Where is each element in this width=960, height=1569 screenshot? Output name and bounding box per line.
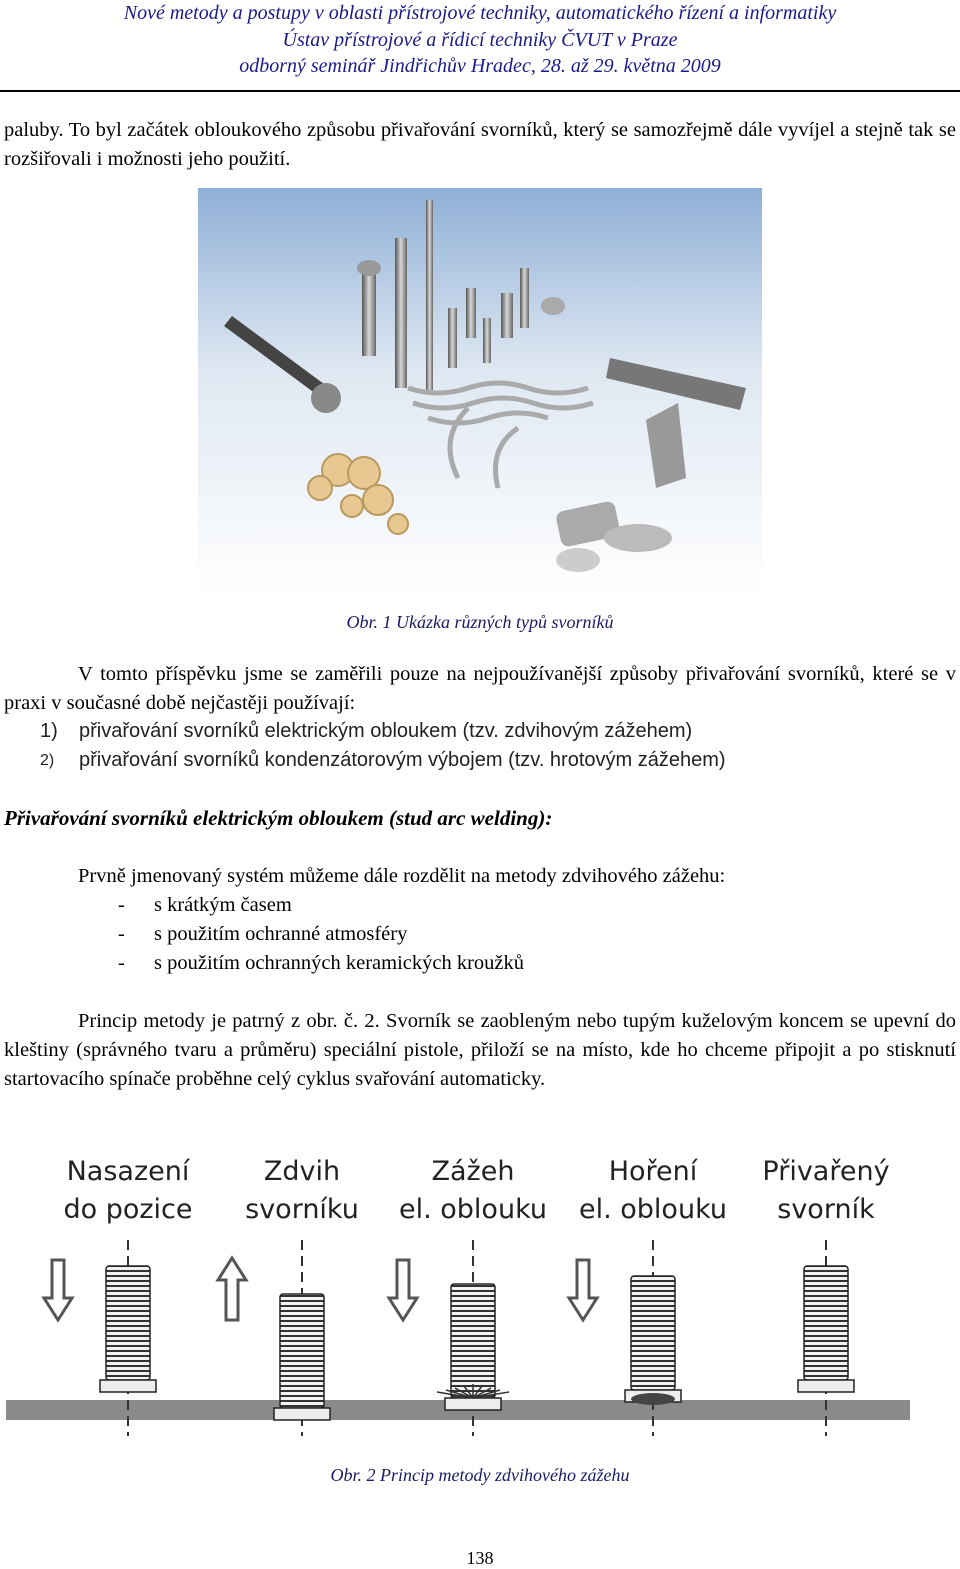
stud-thread — [804, 1266, 848, 1380]
page-header — [0, 0, 960, 80]
figure-2-caption: Obr. 2 Princip metody zdvihového zážehu — [330, 1465, 630, 1485]
header-rule — [0, 90, 960, 92]
page-number: 138 — [466, 1548, 494, 1568]
stage-label: svorník — [777, 1194, 875, 1225]
stage-label: Zážeh — [431, 1156, 515, 1187]
stud-thread — [451, 1284, 495, 1398]
list2-marker: - — [118, 894, 125, 916]
list1-item: přivařování svorníků elektrickým obloukem (tzv. zdvihovým zážehem) — [79, 720, 693, 742]
list2-item: s krátkým časem — [154, 894, 292, 916]
methods-paragraph: V tomto příspěvku jsme se zaměřili pouze na nejpoužívanější způsoby přivařování svorníků, které se v praxi v současné době nejčastěji používají: — [4, 663, 956, 714]
list1-number: 1) — [40, 720, 58, 742]
stage-label: Zdvih — [263, 1156, 341, 1187]
studs-photo — [198, 188, 762, 596]
stage-label: el. oblouku — [399, 1194, 547, 1225]
list2-marker: - — [118, 952, 125, 974]
stud-thread — [631, 1276, 675, 1390]
molten-pool — [631, 1393, 675, 1405]
principle-paragraph: Princip metody je patrný z obr. č. 2. Svorník se zaobleným nebo tupým kuželovým koncem se upevní do kleštiny (správného tvaru a průměru) speciální pistole, přiloží se na místo, kde ho chceme připojit a po stisknutí startovacího spínače proběhne celý cyklus svařování automaticky. — [4, 1010, 956, 1090]
stud-thread — [280, 1294, 324, 1408]
intro-paragraph: paluby. To byl začátek obloukového způsobu přivařování svorníků, který se samozřejmě dále vyvíjel a stejně tak se rozšiřovali i možnosti jeho použití. — [4, 119, 956, 170]
header-line-2: Ústav přístrojové a řídicí techniky ČVUT v Praze — [282, 28, 678, 51]
header-line-1: Nové metody a postupy v oblasti přístrojové techniky, automatického řízení a informatiky — [123, 2, 837, 24]
stage-label: el. oblouku — [579, 1194, 727, 1225]
figure-1-caption: Obr. 1 Ukázka různých typů svorníků — [346, 612, 614, 632]
stud-flange — [274, 1408, 330, 1420]
list2-marker: - — [118, 923, 125, 945]
section-heading: Přivařování svorníků elektrickým obloukem (stud arc welding): — [4, 806, 553, 830]
list2-item: s použitím ochranné atmosféry — [154, 923, 408, 945]
arrow-down-icon — [389, 1260, 417, 1320]
stud-thread — [106, 1266, 150, 1380]
list2-item: s použitím ochranných keramických kroužků — [154, 952, 525, 974]
list1-item: přivařování svorníků kondenzátorovým výbojem (tzv. hrotovým zážehem) — [79, 749, 726, 771]
arc-welding-diagram — [0, 1148, 960, 1438]
stud-flange — [445, 1398, 501, 1410]
arrow-down-icon — [44, 1260, 72, 1320]
list1-number: 2) — [40, 752, 55, 769]
methods-intro: Prvně jmenovaný systém můžeme dále rozdělit na metody zdvihového zážehu: — [78, 865, 726, 887]
stage-label: Přivařený — [762, 1156, 890, 1187]
stud-flange — [798, 1380, 854, 1392]
arrow-up-icon — [218, 1258, 246, 1320]
stage-label: Nasazení — [66, 1156, 190, 1187]
stage-label: svorníku — [245, 1194, 359, 1225]
stud-flange — [100, 1380, 156, 1392]
header-line-3: odborný seminář Jindřichův Hradec, 28. až 29. května 2009 — [239, 55, 721, 77]
arrow-down-icon — [569, 1260, 597, 1320]
stage-label: Hoření — [608, 1156, 698, 1187]
stage-label: do pozice — [63, 1194, 193, 1225]
